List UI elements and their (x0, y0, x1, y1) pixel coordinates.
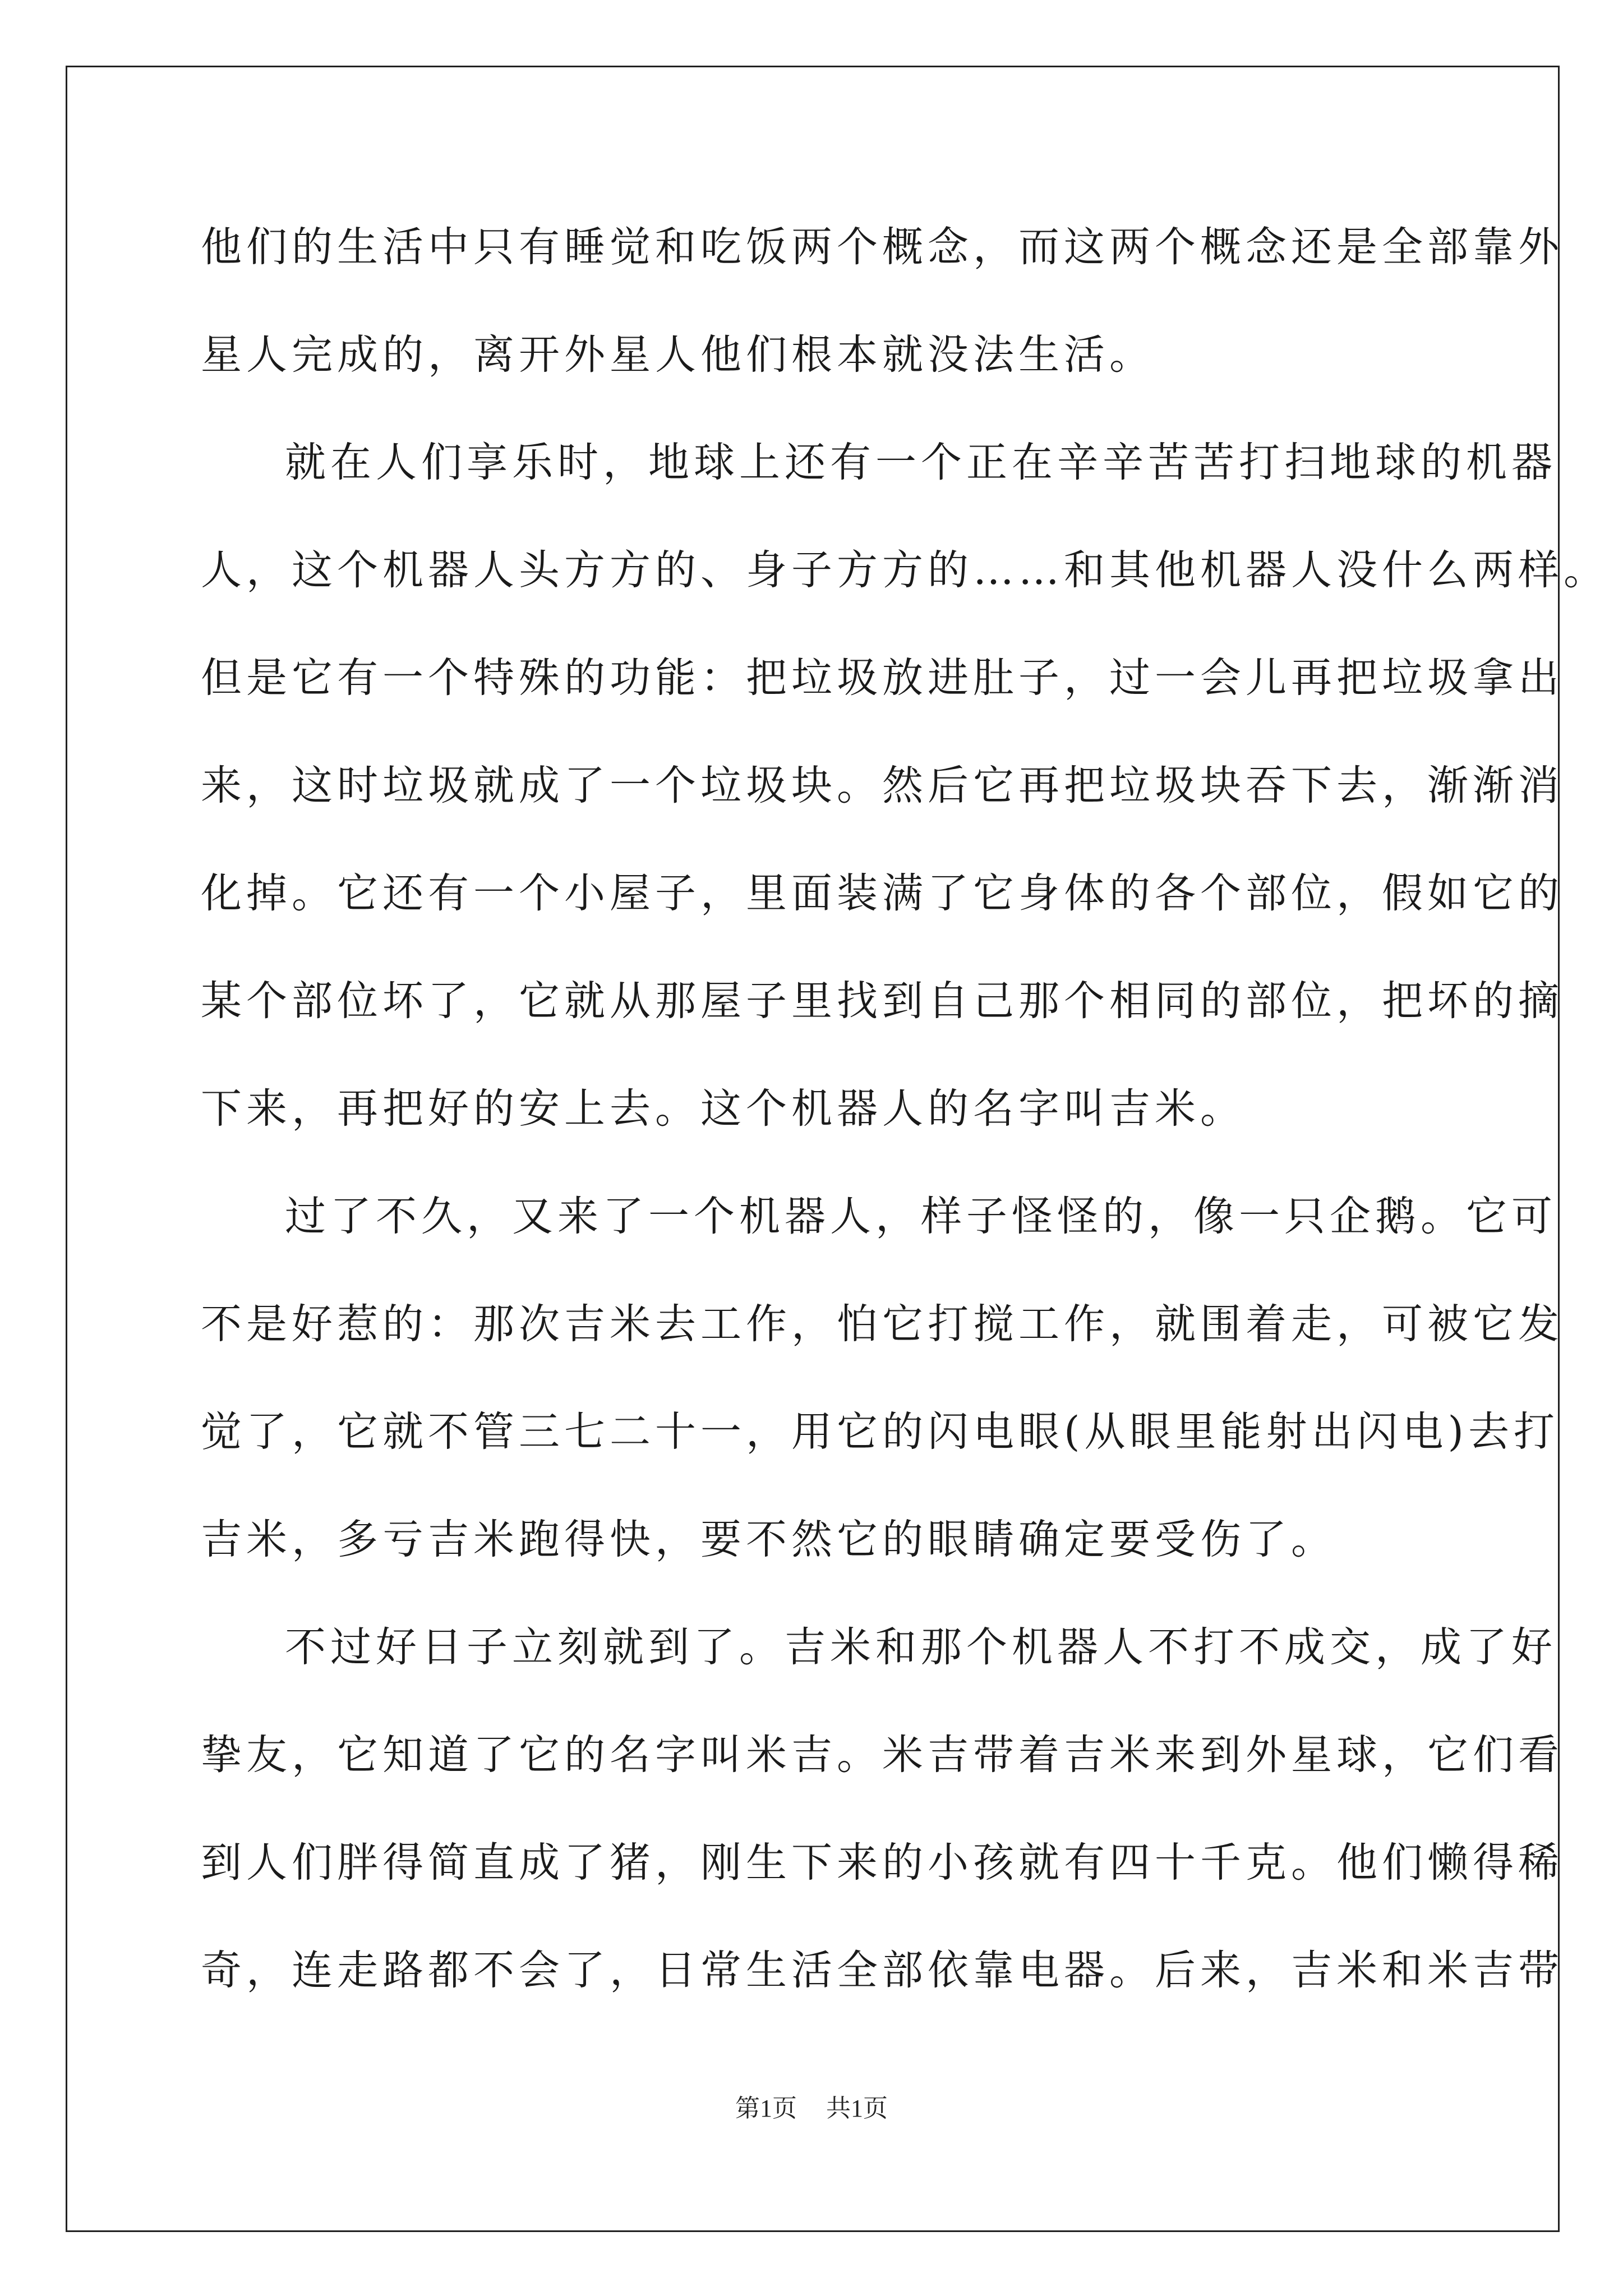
text-line: 挚友，它知道了它的名字叫米吉。米吉带着吉米来到外星球，它们看 (201, 1731, 1564, 1779)
document-body (201, 194, 1609, 2024)
text-line: 奇，连走路都不会了，日常生活全部依靠电器。后来，吉米和米吉带 (201, 1947, 1564, 1994)
text-line: 来，这时垃圾就成了一个垃圾块。然后它再把垃圾块吞下去，渐渐消 (201, 762, 1564, 809)
text-line: 他们的生活中只有睡觉和吃饭两个概念，而这两个概念还是全部靠外 (201, 223, 1564, 271)
text-line: 下来，再把好的安上去。这个机器人的名字叫吉米。 (201, 1085, 1246, 1133)
text-line: 人，这个机器人头方方的、身子方方的……和其他机器人没什么两样。 (201, 546, 1609, 594)
text-line: 吉米，多亏吉米跑得快，要不然它的眼睛确定要受伤了。 (201, 1516, 1336, 1563)
text-line: 过了不久，又来了一个机器人，样子怪怪的，像一只企鹅。它可 (285, 1193, 1557, 1240)
text-line: 不过好日子立刻就到了。吉米和那个机器人不打不成交，成了好 (285, 1623, 1557, 1671)
page-footer (0, 2088, 1623, 2124)
text-line: 不是好惹的：那次吉米去工作，怕它打搅工作，就围着走，可被它发 (201, 1300, 1564, 1348)
text-line: 星人完成的，离开外星人他们根本就没法生活。 (201, 331, 1155, 379)
text-line: 某个部位坏了，它就从那屋子里找到自己那个相同的部位，把坏的摘 (201, 977, 1564, 1025)
text-line: 但是它有一个特殊的功能：把垃圾放进肚子，过一会儿再把垃圾拿出 (201, 654, 1564, 702)
text-line: 到人们胖得简直成了猪，刚生下来的小孩就有四十千克。他们懒得稀 (201, 1839, 1564, 1887)
text-line: 就在人们享乐时，地球上还有一个正在辛辛苦苦打扫地球的机器 (285, 439, 1557, 486)
text-line: 化掉。它还有一个小屋子，里面装满了它身体的各个部位，假如它的 (201, 869, 1564, 917)
text-line: 觉了，它就不管三七二十一，用它的闪电眼(从眼里能射出闪电)去打 (201, 1408, 1559, 1456)
page-number-total: 共1页 (826, 2095, 888, 2122)
page-number-current: 第1页 (735, 2095, 797, 2122)
